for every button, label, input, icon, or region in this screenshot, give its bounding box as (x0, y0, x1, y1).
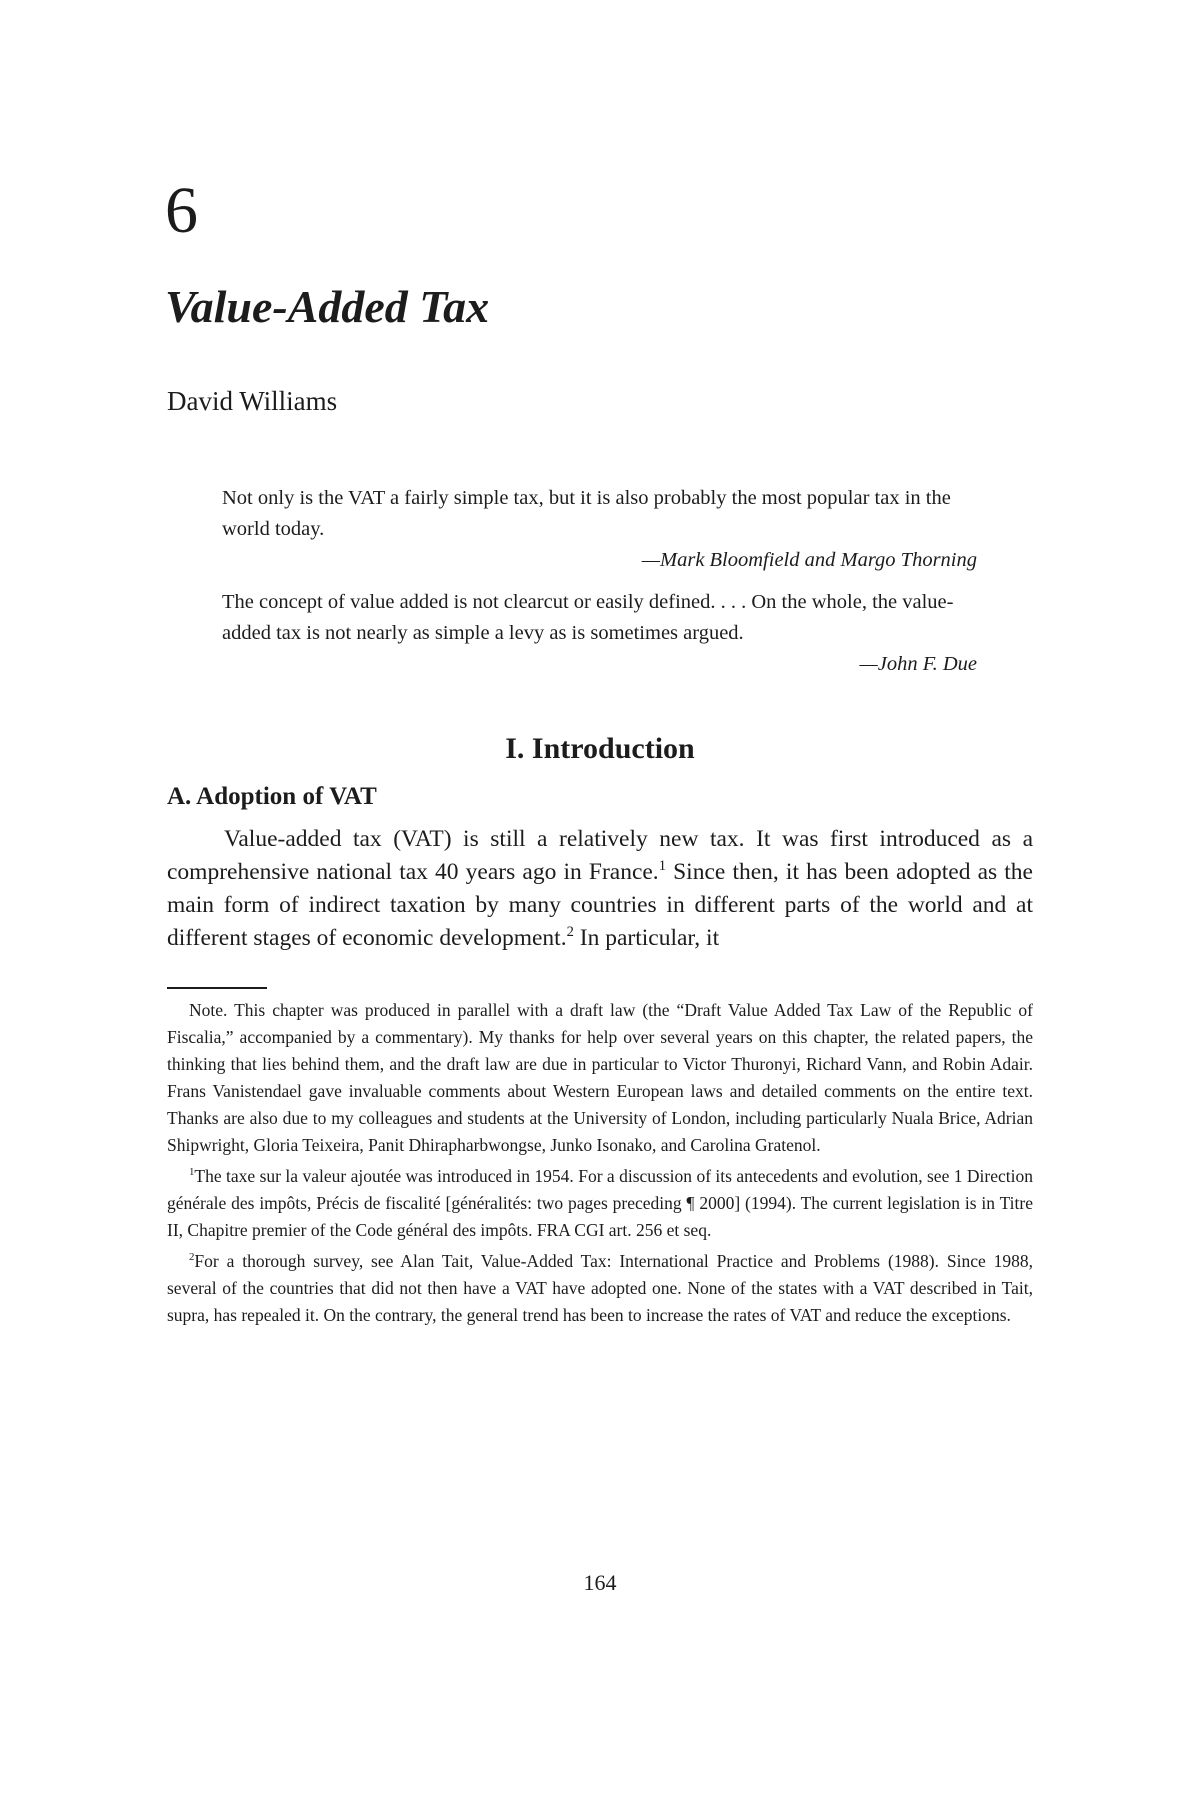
footnote-2 (167, 1248, 1033, 1329)
footnote-ref[interactable]: 2 (566, 924, 574, 941)
body-text-part: In particular, it (573, 925, 720, 951)
epigraph-quote: Not only is the VAT a fairly simple tax, but it is also probably the most popular tax in the world today. (222, 487, 951, 540)
footnote-text: For a thorough survey, see Alan Tait, Value-Added Tax: International Practice and Problems (1988). Since 1988, several of the countries that did not then have a VAT have adopted one. None of the states with a VAT described in Tait, supra, has repealed it. On the contrary, the general trend has been to increase the rates of VAT and reduce the exceptions. (167, 1251, 1033, 1325)
footnote-marker: 1 (189, 1166, 195, 1179)
footnote-text: The taxe sur la valeur ajoutée was introduced in 1954. For a discussion of its antecedents and evolution, see 1 Direction générale des impôts, Précis de fiscalité [généralités: two pages preceding ¶ 2000] (1994). The current legislation is in Titre II, Chapitre premier of the Code général des impôts. FRA CGI art. 256 et seq. (167, 1166, 1033, 1240)
epigraph-attribution: —Mark Bloomfield and Margo Thorning (641, 549, 977, 571)
footnotes (167, 997, 1033, 1333)
subsection-heading: A. Adoption of VAT (167, 783, 377, 810)
epigraph-attribution: —John F. Due (859, 653, 977, 675)
footnote-ref[interactable]: 1 (658, 858, 666, 875)
page-number: 164 (583, 1570, 617, 1595)
chapter-number: 6 (165, 174, 198, 247)
body-text-part: Since then, it has been adopted as the main form of indirect taxation by many countries in different parts of the world and at different stages of economic development. (167, 859, 1033, 951)
epigraph-1 (222, 483, 977, 576)
footnote-note: Note. This chapter was produced in parallel with a draft law (the “Draft Value Added Tax Law of the Republic of Fiscalia,” accompanied by a commentary). My thanks for help over several years on this chapter, the related papers, the thinking that lies behind them, and the draft law are due in particular to Victor Thuronyi, Richard Vann, and Robin Adair. Frans Vanistendael gave invaluable comments about Western European laws and detailed comments on the entire text. Thanks are also due to my colleagues and students at the University of London, including particularly Nuala Brice, Adrian Shipwright, Gloria Teixeira, Panit Dhirapharbwongse, Junko Isonako, and Carolina Gratenol. (167, 1000, 1033, 1155)
section-heading: I. Introduction (505, 732, 695, 765)
footnote-marker: 2 (189, 1251, 195, 1264)
footnote-1 (167, 1163, 1033, 1244)
footnote-divider (167, 987, 267, 989)
epigraph-quote: The concept of value added is not clearcut or easily defined. . . . On the whole, the value-added tax is not nearly as simple a levy as is sometimes argued. (222, 591, 954, 644)
epigraph-2 (222, 587, 977, 680)
body-text-part: Value-added tax (VAT) is still a relatively new tax. It was first introduced as a comprehensive national tax 40 years ago in France. (167, 826, 1033, 885)
chapter-title: Value-Added Tax (165, 281, 490, 332)
chapter-author: David Williams (167, 386, 338, 416)
body-paragraph (167, 823, 1033, 955)
